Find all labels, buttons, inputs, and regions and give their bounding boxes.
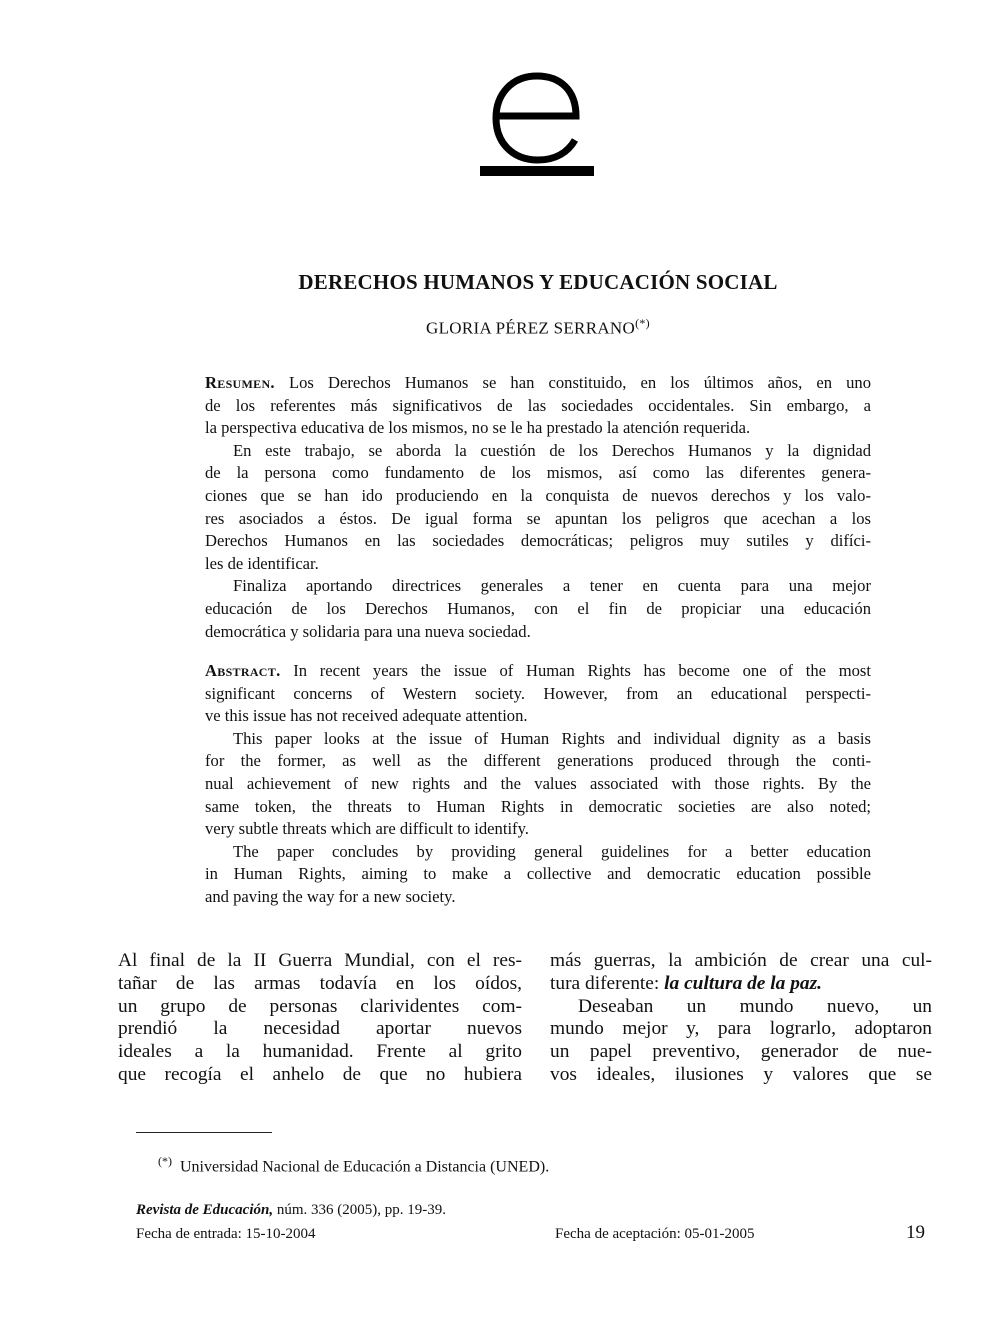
resumen-line: de los referentes más significativos de las sociedades occidentales. Sin embargo, a <box>205 395 871 415</box>
footnote-text: Universidad Nacional de Educación a Distancia (UNED). <box>180 1158 550 1176</box>
abstract-line: very subtle threats which are difficult to identify. <box>205 819 529 839</box>
body-line: un papel preventivo, generador de nue- <box>550 1041 932 1063</box>
abstract-line: nual achievement of new rights and the values associated with those rights. By the <box>205 773 871 793</box>
abstract-line <box>205 660 871 683</box>
resumen-line: ciones que se han ido produciendo en la conquista de nuevos derechos y los valo- <box>205 485 871 505</box>
body-text: tura diferente: <box>550 972 665 994</box>
body-line: prendió la necesidad aportar nuevos <box>118 1018 522 1040</box>
body-column-right <box>550 950 932 1087</box>
footnote-mark: (*) <box>158 1154 172 1168</box>
body-line: tañar de las armas todavía en los oídos, <box>118 972 522 994</box>
resumen-line: educación de los Derechos Humanos, con el fin de propiciar una educación <box>205 598 871 618</box>
resumen-line: En este trabajo, se aborda la cuestión de los Derechos Humanos y la dignidad <box>233 440 871 460</box>
abstract-line: same token, the threats to Human Rights in democratic societies are also noted; <box>205 796 871 816</box>
page-number: 19 <box>906 1222 925 1243</box>
body-line: ideales a la humanidad. Frente al grito <box>118 1041 522 1063</box>
abstract-line: and paving the way for a new society. <box>205 886 456 906</box>
abstract-label: Abstract. <box>205 661 281 680</box>
abstract-line: significant concerns of Western society. However, from an educational perspecti- <box>205 683 871 703</box>
journal-name: Revista de Educación, <box>136 1202 274 1218</box>
author-line <box>0 316 996 339</box>
body-line: vos ideales, ilusiones y valores que se <box>550 1063 932 1085</box>
resumen-line: de la persona como fundamento de los mismos, así como las diferentes genera- <box>205 463 871 483</box>
body-line: más guerras, la ambición de crear una cul- <box>550 950 932 971</box>
body-line: Deseaban un mundo nuevo, un <box>578 995 932 1017</box>
resumen-line: la perspectiva educativa de los mismos, no se le ha prestado la atención requerida. <box>205 418 751 438</box>
resumen-text: Los Derechos Humanos se han constituido, en los últimos años, en uno <box>289 373 871 392</box>
abstract-section <box>205 660 871 909</box>
body-line: Al final de la II Guerra Mundial, con el res- <box>118 950 522 971</box>
resumen-line: Finaliza aportando directrices generales a tener en cuenta para una mejor <box>233 576 871 596</box>
resumen-section <box>205 372 871 643</box>
journal-issue: núm. 336 (2005), pp. 19-39. <box>273 1202 446 1218</box>
abstract-line: for the former, as well as the different generations produced through the conti- <box>205 751 871 771</box>
journal-logo <box>478 68 596 178</box>
body-column-left <box>118 950 522 1087</box>
footnote <box>158 1154 549 1176</box>
journal-citation <box>136 1202 446 1219</box>
resumen-label: Resumen. <box>205 373 275 392</box>
abstract-line: ve this issue has not received adequate attention. <box>205 706 528 726</box>
emphasis-text: la cultura de la paz. <box>664 972 822 994</box>
abstract-line: This paper looks at the issue of Human Rights and individual dignity as a basis <box>233 728 871 748</box>
abstract-line: The paper concludes by providing general guidelines for a better education <box>233 841 871 861</box>
abstract-line: in Human Rights, aiming to make a collective and democratic education possible <box>205 864 871 884</box>
resumen-line: democrática y solidaria para una nueva sociedad. <box>205 621 531 641</box>
abstract-text: In recent years the issue of Human Rights has become one of the most <box>293 661 871 680</box>
article-title: DERECHOS HUMANOS Y EDUCACIÓN SOCIAL <box>298 270 778 294</box>
body-line <box>550 973 932 996</box>
resumen-line: les de identificar. <box>205 553 319 573</box>
resumen-line: Derechos Humanos en las sociedades democráticas; peligros muy sutiles y difíci- <box>205 531 871 551</box>
body-line: que recogía el anhelo de que no hubiera <box>118 1063 522 1085</box>
author-name: GLORIA PÉREZ SERRANO <box>426 318 636 338</box>
accepted-date: Fecha de aceptación: 05-01-2005 <box>555 1226 755 1242</box>
received-date: Fecha de entrada: 15-10-2004 <box>136 1226 316 1242</box>
resumen-line: res asociados a éstos. De igual forma se apuntan los peligros que acechan a los <box>205 508 871 528</box>
footnote-marker: (*) <box>635 316 650 330</box>
body-line: mundo mejor y, para lograrlo, adoptaron <box>550 1018 932 1040</box>
resumen-line <box>205 372 871 395</box>
body-line: un grupo de personas clarividentes com- <box>118 995 522 1017</box>
footnote-rule <box>136 1132 272 1133</box>
